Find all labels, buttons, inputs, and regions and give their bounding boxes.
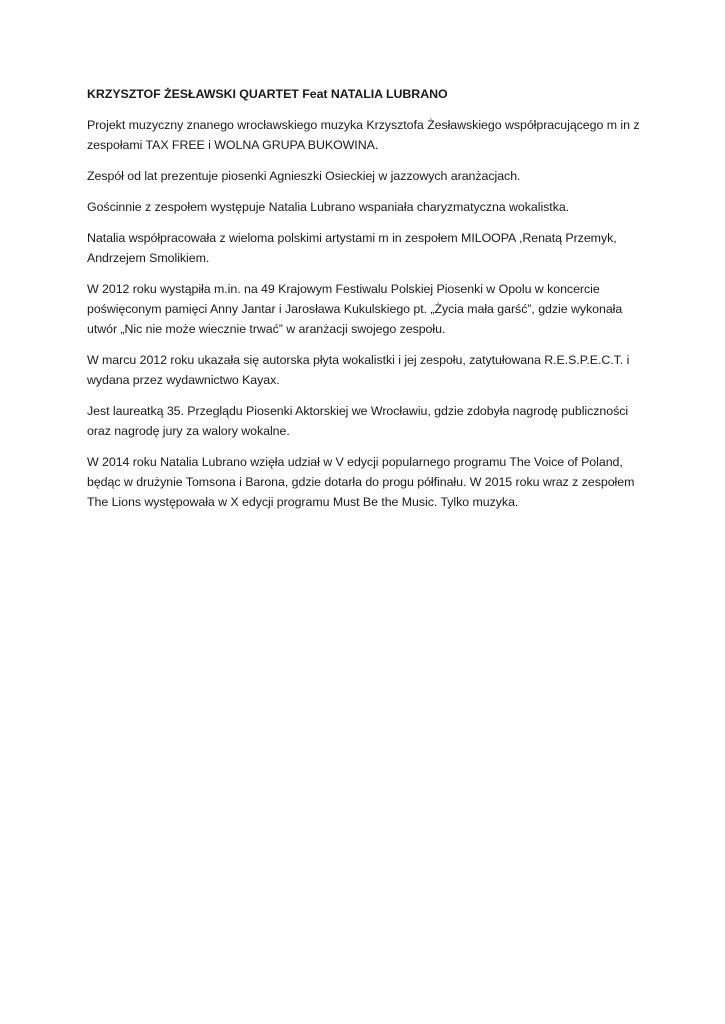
- paragraph-repertoire: Zespół od lat prezentuje piosenki Agnieszki Osieckiej w jazzowych aranżacjach.: [87, 169, 521, 183]
- paragraph-album: W marcu 2012 roku ukazała się autorska płyta wokalistki i jej zespołu, zatytułowana R.E.S.P.E.C.T. i wydana przez wydawnictwo Kayax.: [87, 353, 630, 387]
- paragraph-project: Projekt muzyczny znanego wrocławskiego muzyka Krzysztofa Żesławskiego współpracującego m in z zespołami TAX FREE i WOLNA GRUPA BUKOWINA.: [87, 118, 640, 152]
- paragraph-collaborations: Natalia współpracowała z wieloma polskimi artystami m in zespołem MILOOPA ,Renatą Przemyk, Andrzejem Smolikiem.: [87, 231, 617, 265]
- paragraph-award: Jest laureatką 35. Przeglądu Piosenki Aktorskiej we Wrocławiu, gdzie zdobyła nagrodę publiczności oraz nagrodę jury za walory wokalne.: [87, 404, 629, 438]
- document-body: [87, 84, 647, 523]
- paragraph-opole-2012: W 2012 roku wystąpiła m.in. na 49 Krajowym Festiwalu Polskiej Piosenki w Opolu w koncercie poświęconym pamięci Anny Jantar i Jarosława Kukulskiego pt. „Życia mała garść”, gdzie wykonała utwór „Nic nie może wiecznie trwać” w aranżacji swojego zespołu.: [87, 282, 623, 336]
- paragraph-tv-shows: W 2014 roku Natalia Lubrano wzięła udział w V edycji popularnego programu The Voice of Poland, będąc w drużynie Tomsona i Barona, gdzie dotarła do progu półfinału. W 2015 roku wraz z zespołem The Lions występowała w X edycji programu Must Be the Music. Tylko muzyka.: [87, 455, 635, 509]
- document-title: KRZYSZTOF ŻESŁAWSKI QUARTET Feat NATALIA LUBRANO: [87, 87, 448, 101]
- paragraph-guest: Gościnnie z zespołem występuje Natalia Lubrano wspaniała charyzmatyczna wokalistka.: [87, 200, 570, 214]
